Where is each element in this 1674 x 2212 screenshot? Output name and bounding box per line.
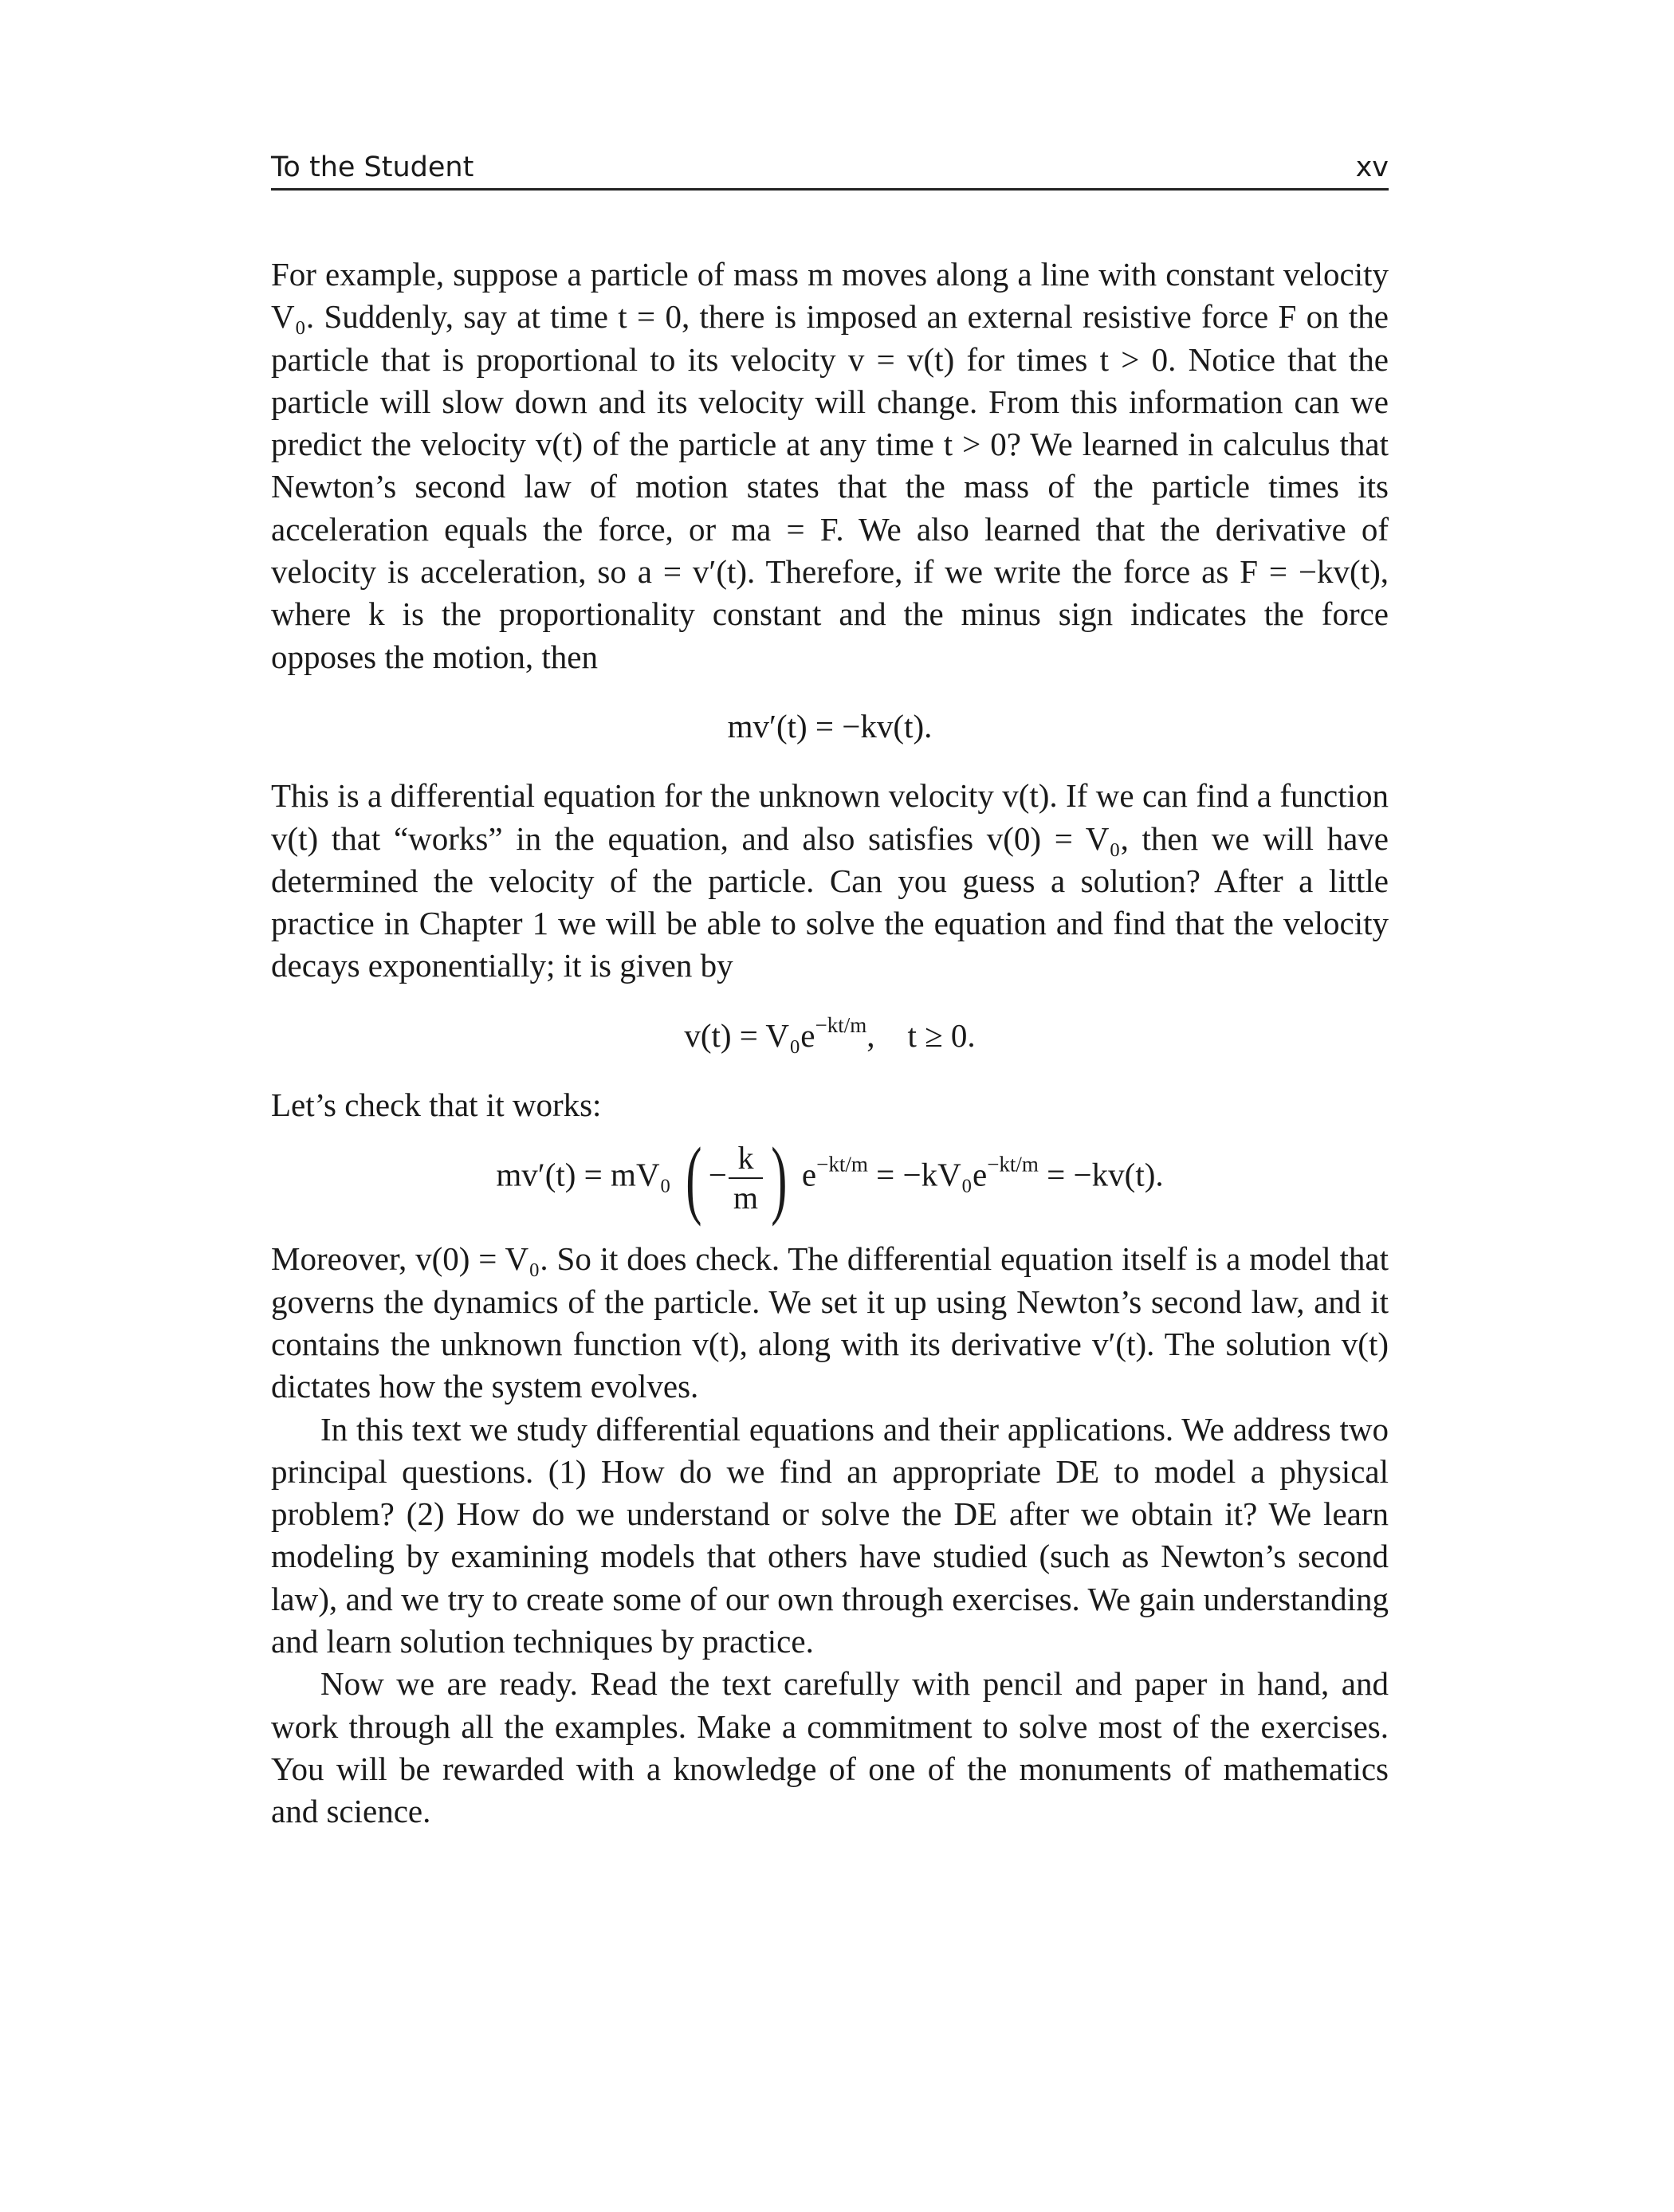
paragraph-ready: Now we are ready. Read the text carefully with pencil and paper in hand, and work through all the examples. Make a commitment to solve most of the exercises. You will be rewarded with a knowledge of one of the monuments of mathematics and science.	[271, 1665, 1389, 1830]
paragraph-check: Let’s check that it works:	[271, 1086, 602, 1124]
paragraph-model: Moreover, v(0) = V₀. So it does check. The differential equation itself is a model that governs the dynamics of the particle. We set it up using Newton’s second law, and it contains the unknown function v(t), along with its derivative v′(t). The solution v(t) dictates how the system evolves.	[271, 1240, 1389, 1405]
equation-verification: mv′(t) = mV₀ ( − $\frac{k}{m}$ ) $e^{-kt/m} = -kV_0e^{-kt/m} = -kv(t)$.	[496, 1130, 1164, 1228]
header-title: To the Student	[271, 151, 474, 183]
equation-newton: mv′(t) = −kv(t).	[727, 707, 933, 745]
fraction-k-over-m: $\frac{k}{m}$	[729, 1142, 763, 1214]
running-header	[271, 151, 1389, 191]
equation-solution: $v(t) = V_0e^{-kt/m}$, t ≥ 0.	[684, 1012, 976, 1054]
paragraph-example: For example, suppose a particle of mass m moves along a line with constant velocity V₀. Suddenly, say at time t = 0, there is imposed an external resistive force F on the particle that is proportional to its velocity v = v(t) for times t > 0. Notice that the particle will slow down and its velocity will change. From this information can we predict the velocity v(t) of the particle at any time t > 0? We learned in calculus that Newton’s second law of motion states that the mass of the particle times its acceleration equals the force, or ma = F. We also learned that the derivative of velocity is acceleration, so a = v′(t). Therefore, if we write the force as F = −kv(t), where k is the proportionality constant and the minus sign indicates the force opposes the motion, then	[271, 256, 1389, 675]
page-number: xv	[1355, 151, 1389, 183]
paragraph-principal-questions: In this text we study differential equations and their applications. We address two principal questions. (1) How do we find an appropriate DE to model a physical problem? (2) How do we understand or solve the DE after we obtain it? We learn modeling by examining models that others have studied (such as Newton’s second law), and we try to create some of our own through exercises. We gain understanding and learn solution techniques by practice.	[271, 1410, 1389, 1660]
paragraph-differential-equation: This is a differential equation for the unknown velocity v(t). If we can find a function v(t) that “works” in the equation, and also satisfies v(0) = V₀, then we will have determined the velocity of the particle. Can you guess a solution? After a little practice in Chapter 1 we will be able to solve the equation and find that the velocity decays exponentially; it is given by	[271, 777, 1389, 984]
page-body	[271, 253, 1389, 1833]
